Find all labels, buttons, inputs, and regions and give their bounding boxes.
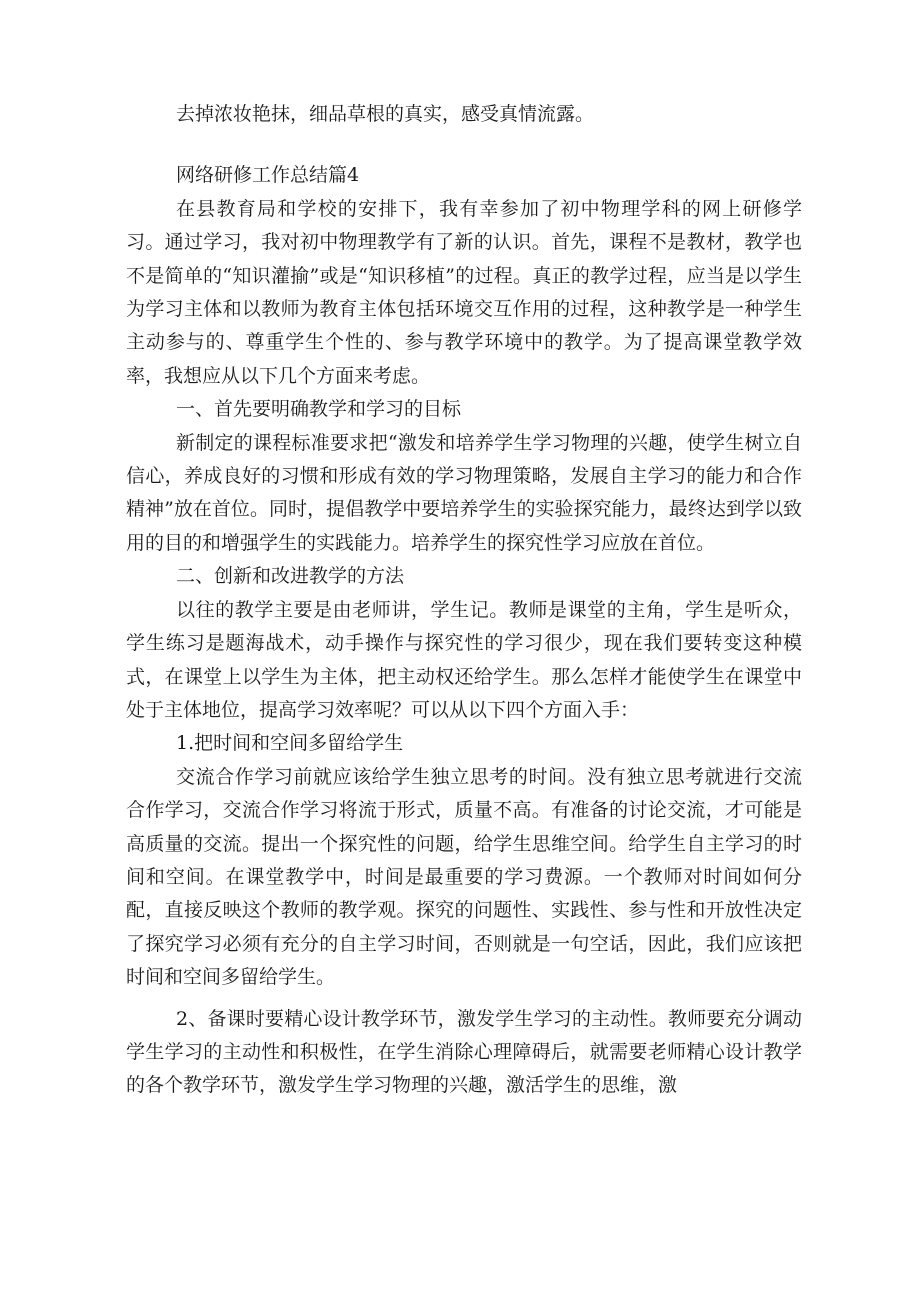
intro-closing-line: 去掉浓妆艳抹，细品草根的真实，感受真情流露。 <box>176 103 595 125</box>
paragraph-goals: 新制定的课程标准要求把“激发和培养学生学习物理的兴趣，使学生树立自信心，养成良好的习惯和形成有效的学习物理策略，发展自主学习的能力和合作精神”放在首位。同时，提倡教学中要培养学生的实验探究能力，最终达到学以致用的目的和增强学生的实践能力。培养学生的探究性学习应放在首位。 <box>126 431 802 554</box>
paragraph-intro: 在县教育局和学校的安排下，我有幸参加了初中物理学科的网上研修学习。通过学习，我对初中物理教学有了新的认识。首先，课程不是教材，教学也不是简单的“知识灌揄”或是“知识移植”的过程。真正的教学过程，应当是以学生为学习主体和以教师为教育主体包括环境交互作用的过程，这种教学是一种学生主动参与的、尊重学生个性的、参与教学环境中的教学。为了提高课堂教学效率，我想应从以下几个方面来考虑。 <box>126 197 802 387</box>
heading-time-space: 1.把时间和空间多留给学生 <box>176 732 404 755</box>
paragraph-lesson-design: 2、备课时要精心设计教学环节，激发学生学习的主动性。教师要充分调动学生学习的主动性和积极性，在学生消除心理障碍后，就需要老师精心设计教学的各个教学环节，激发学生学习物理的兴趣，激活学生的思维，激 <box>126 1007 802 1097</box>
document-body <box>126 98 802 1103</box>
paragraph-methods: 以往的教学主要是由老师讲，学生记。教师是课堂的主角，学生是听众，学生练习是题海战术，动手操作与探究性的学习很少，现在我们要转变这种模式，在课堂上以学生为主体，把主动权还给学生。那么怎样才能使学生在课堂中处于主体地位，提高学习效率呢？可以从以下四个方面入手： <box>126 598 802 721</box>
heading-goals: 一、首先要明确教学和学习的目标 <box>176 398 462 421</box>
heading-methods: 二、创新和改进教学的方法 <box>176 565 405 588</box>
section-title: 网络研修工作总结篇4 <box>176 164 360 187</box>
paragraph-time-space: 交流合作学习前就应该给学生独立思考的时间。没有独立思考就进行交流合作学习，交流合作学习将流于形式，质量不高。有准备的讨论交流，才可能是高质量的交流。提出一个探究性的问题，给学生思维空间。给学生自主学习的时间和空间。在课堂教学中，时间是最重要的学习费源。一个教师对时间如何分配，直接反映这个教师的教学观。探究的问题性、实践性、参与性和开放性决定了探究学习必须有充分的自主学习时间，否则就是一句空话，因此，我们应该把时间和空间多留给学生。 <box>126 765 802 989</box>
